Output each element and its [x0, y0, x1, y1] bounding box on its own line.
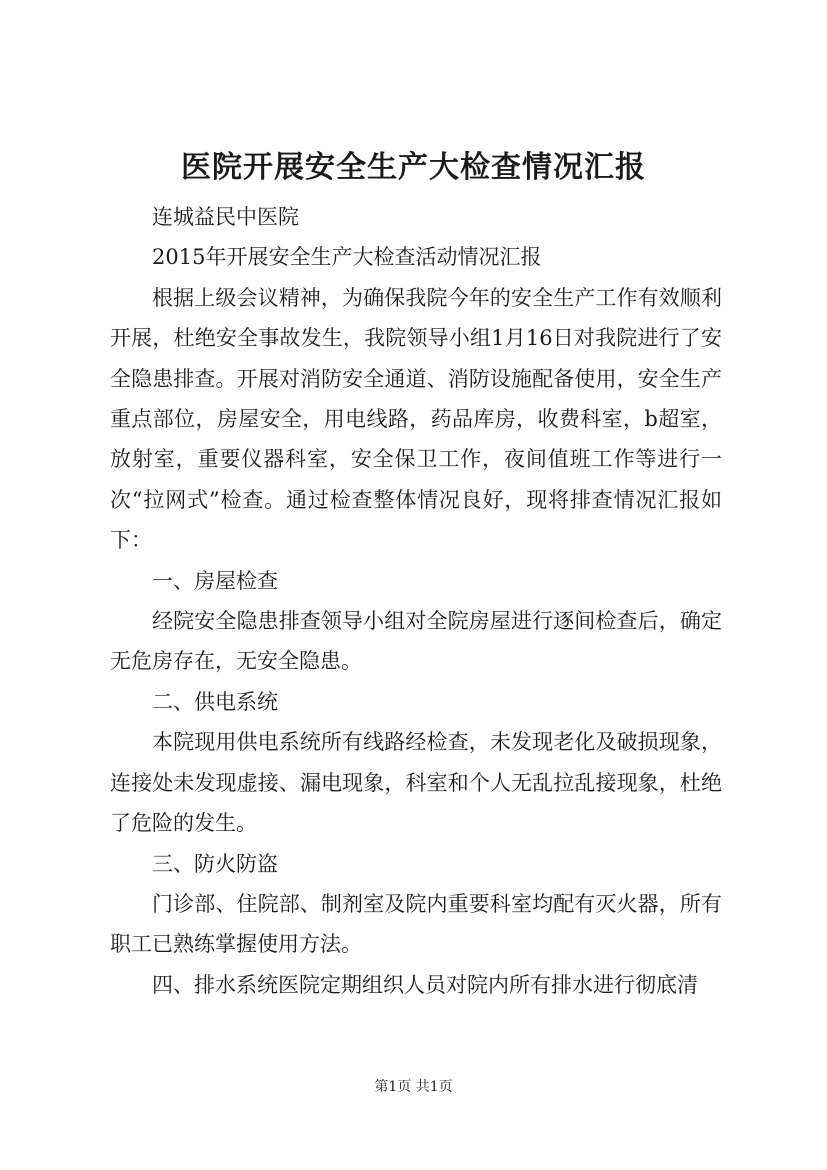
document-title: 医院开展安全生产大检查情况汇报 [181, 150, 646, 185]
document-body [110, 197, 722, 1005]
paragraph-report-subtitle: 2015年开展安全生产大检查活动情况汇报 [152, 245, 542, 270]
paragraph-fire-theft-prevention: 门诊部、住院部、制剂室及院内重要科室均配有灭火器，所有职工已熟练掌握使用方法。 [110, 891, 722, 957]
paragraph-power-supply: 本院现用供电系统所有线路经检查，未发现老化及破损现象，连接处未发现虚接、漏电现象，科室和个人无乱拉乱接现象，杜绝了危险的发生。 [110, 730, 722, 836]
page-number-footer: 第1页 共1页 [374, 1079, 453, 1095]
paragraph-building-inspection: 经院安全隐患排查领导小组对全院房屋进行逐间检查后，确定无危房存在，无安全隐患。 [110, 609, 722, 674]
section-heading-power-supply: 二、供电系统 [152, 689, 278, 714]
section-heading-fire-theft-prevention: 三、防火防盗 [152, 851, 278, 876]
paragraph-hospital-name: 连城益民中医院 [152, 205, 299, 229]
paragraph-drainage-system: 四、排水系统医院定期组织人员对院内所有排水进行彻底清 [152, 972, 698, 997]
paragraph-introduction: 根据上级会议精神，为确保我院今年的安全生产工作有效顺利开展，杜绝安全事故发生，我院领导小组1月16日对我院进行了安全隐患排查。开展对消防安全通道、消防设施配备使用，安全生产重点部位，房屋安全，用电线路，药品库房，收费科室，b超室，放射室，重要仪器科室，安全保卫工作，夜间值班工作等进行一次“拉网式”检查。通过检查整体情况良好，现将排查情况汇报如下： [110, 285, 722, 553]
section-heading-building-inspection: 一、房屋检查 [152, 568, 278, 593]
